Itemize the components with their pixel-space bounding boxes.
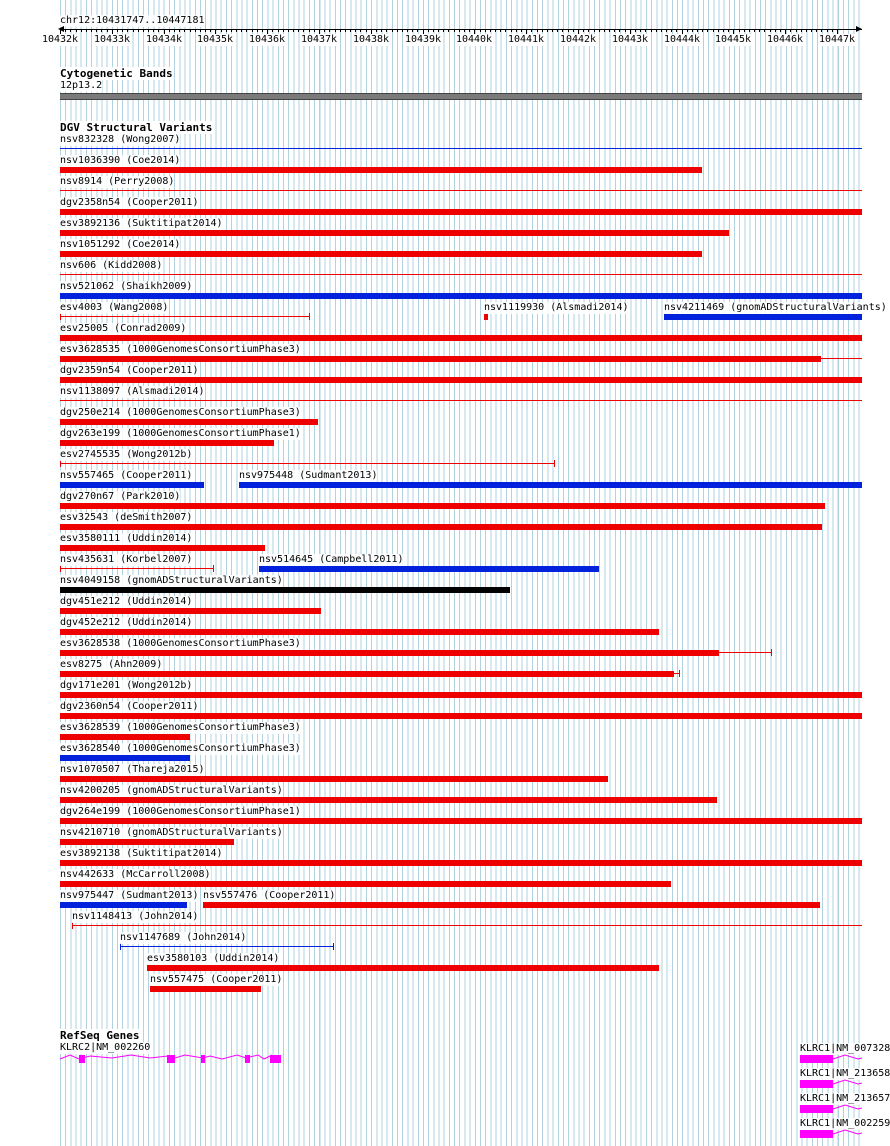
dgv-feature-label: nsv832328 (Wong2007) bbox=[60, 134, 181, 145]
ruler-tick-label: 10439k bbox=[404, 34, 442, 45]
ruler-tick-label: 10441k bbox=[507, 34, 545, 45]
ruler-tick-label: 10435k bbox=[196, 34, 234, 45]
dgv-feature-label: esv4003 (Wang2008) bbox=[60, 302, 169, 313]
gene-label-klrc1-nm213657: KLRC1|NM_213657 bbox=[800, 1093, 890, 1104]
dgv-title: DGV Structural Variants bbox=[60, 121, 213, 134]
dgv-feature-label: nsv1051292 (Coe2014) bbox=[60, 239, 181, 250]
dgv-feature-label: nsv4049158 (gnomADStructuralVariants) bbox=[60, 575, 283, 586]
dgv-feature-label: dgv2360n54 (Cooper2011) bbox=[60, 701, 199, 712]
dgv-feature-label: dgv2358n54 (Cooper2011) bbox=[60, 197, 199, 208]
dgv-feature-label: esv3628539 (1000GenomesConsortiumPhase3) bbox=[60, 722, 301, 733]
dgv-feature-label: esv3628535 (1000GenomesConsortiumPhase3) bbox=[60, 344, 301, 355]
dgv-feature-label: dgv250e214 (1000GenomesConsortiumPhase3) bbox=[60, 407, 301, 418]
gene-label-klrc2: KLRC2|NM_002260 bbox=[60, 1042, 151, 1053]
dgv-feature-label: nsv4211469 (gnomADStructuralVariants) bbox=[664, 302, 887, 313]
dgv-feature-label: esv3892138 (Suktitipat2014) bbox=[60, 848, 223, 859]
ruler-tick-label: 10438k bbox=[352, 34, 390, 45]
ruler-tick-label: 10436k bbox=[248, 34, 286, 45]
ruler-tick-label: 10444k bbox=[663, 34, 701, 45]
ruler-tick-label: 10434k bbox=[145, 34, 183, 45]
cytoband-label: 12p13.2 bbox=[60, 80, 103, 91]
dgv-feature-label: esv8275 (Ahn2009) bbox=[60, 659, 163, 670]
gene-label-klrc1-nm213658: KLRC1|NM_213658 bbox=[800, 1068, 890, 1079]
location-label: chr12:10431747..10447181 bbox=[60, 15, 205, 26]
dgv-feature-label: nsv1119930 (Alsmadi2014) bbox=[484, 302, 629, 313]
dgv-feature-label: dgv171e201 (Wong2012b) bbox=[60, 680, 193, 691]
dgv-feature-label: nsv442633 (McCarroll2008) bbox=[60, 869, 211, 880]
dgv-feature-label: nsv975447 (Sudmant2013) bbox=[60, 890, 199, 901]
cytoband-title: Cytogenetic Bands bbox=[60, 67, 173, 80]
dgv-feature-label: dgv270n67 (Park2010) bbox=[60, 491, 181, 502]
dgv-feature-label: nsv435631 (Korbel2007) bbox=[60, 554, 193, 565]
dgv-feature-label: dgv263e199 (1000GenomesConsortiumPhase1) bbox=[60, 428, 301, 439]
dgv-feature-label: esv3628540 (1000GenomesConsortiumPhase3) bbox=[60, 743, 301, 754]
dgv-feature-label: nsv8914 (Perry2008) bbox=[60, 176, 175, 187]
ruler-tick-label: 10433k bbox=[93, 34, 131, 45]
dgv-feature-label: esv25005 (Conrad2009) bbox=[60, 323, 187, 334]
refseq-title: RefSeq Genes bbox=[60, 1029, 140, 1042]
dgv-feature-label: esv3628538 (1000GenomesConsortiumPhase3) bbox=[60, 638, 301, 649]
gene-label-klrc1-nm002259: KLRC1|NM_002259 bbox=[800, 1118, 890, 1129]
dgv-feature-label: nsv1147689 (John2014) bbox=[120, 932, 247, 943]
dgv-feature-label: dgv2359n54 (Cooper2011) bbox=[60, 365, 199, 376]
dgv-feature-label: dgv451e212 (Uddin2014) bbox=[60, 596, 193, 607]
ruler-tick-label: 10437k bbox=[300, 34, 338, 45]
dgv-feature-label: nsv557476 (Cooper2011) bbox=[203, 890, 336, 901]
dgv-feature-label: nsv606 (Kidd2008) bbox=[60, 260, 163, 271]
dgv-feature-label: dgv452e212 (Uddin2014) bbox=[60, 617, 193, 628]
ruler-tick-label: 10442k bbox=[559, 34, 597, 45]
dgv-feature-label: nsv557465 (Cooper2011) bbox=[60, 470, 193, 481]
dgv-feature-label: nsv1070507 (Thareja2015) bbox=[60, 764, 205, 775]
dgv-feature-label: dgv264e199 (1000GenomesConsortiumPhase1) bbox=[60, 806, 301, 817]
gene-label-klrc1-nm007328: KLRC1|NM_007328 bbox=[800, 1043, 890, 1054]
dgv-feature-label: nsv1036390 (Coe2014) bbox=[60, 155, 181, 166]
ruler-tick-label: 10446k bbox=[766, 34, 804, 45]
dgv-feature-label: nsv4210710 (gnomADStructuralVariants) bbox=[60, 827, 283, 838]
ruler-tick-label: 10447k bbox=[818, 34, 856, 45]
ruler-tick-label: 10440k bbox=[455, 34, 493, 45]
dgv-feature-label: esv32543 (deSmith2007) bbox=[60, 512, 193, 523]
dgv-feature-label: esv2745535 (Wong2012b) bbox=[60, 449, 193, 460]
dgv-feature-label: nsv514645 (Campbell2011) bbox=[259, 554, 404, 565]
ruler-tick-label: 10445k bbox=[714, 34, 752, 45]
dgv-feature-label: nsv4200205 (gnomADStructuralVariants) bbox=[60, 785, 283, 796]
dgv-feature-label: esv3580103 (Uddin2014) bbox=[147, 953, 280, 964]
dgv-feature-label: nsv521062 (Shaikh2009) bbox=[60, 281, 193, 292]
dgv-feature-label: nsv1148413 (John2014) bbox=[72, 911, 199, 922]
dgv-feature-label: esv3892136 (Suktitipat2014) bbox=[60, 218, 223, 229]
dgv-feature-label: esv3580111 (Uddin2014) bbox=[60, 533, 193, 544]
ruler-tick-label: 10443k bbox=[611, 34, 649, 45]
dgv-feature-label: nsv975448 (Sudmant2013) bbox=[239, 470, 378, 481]
dgv-feature-label: nsv557475 (Cooper2011) bbox=[150, 974, 283, 985]
ruler-tick-label: 10432k bbox=[41, 34, 79, 45]
dgv-feature-label: nsv1138097 (Alsmadi2014) bbox=[60, 386, 205, 397]
